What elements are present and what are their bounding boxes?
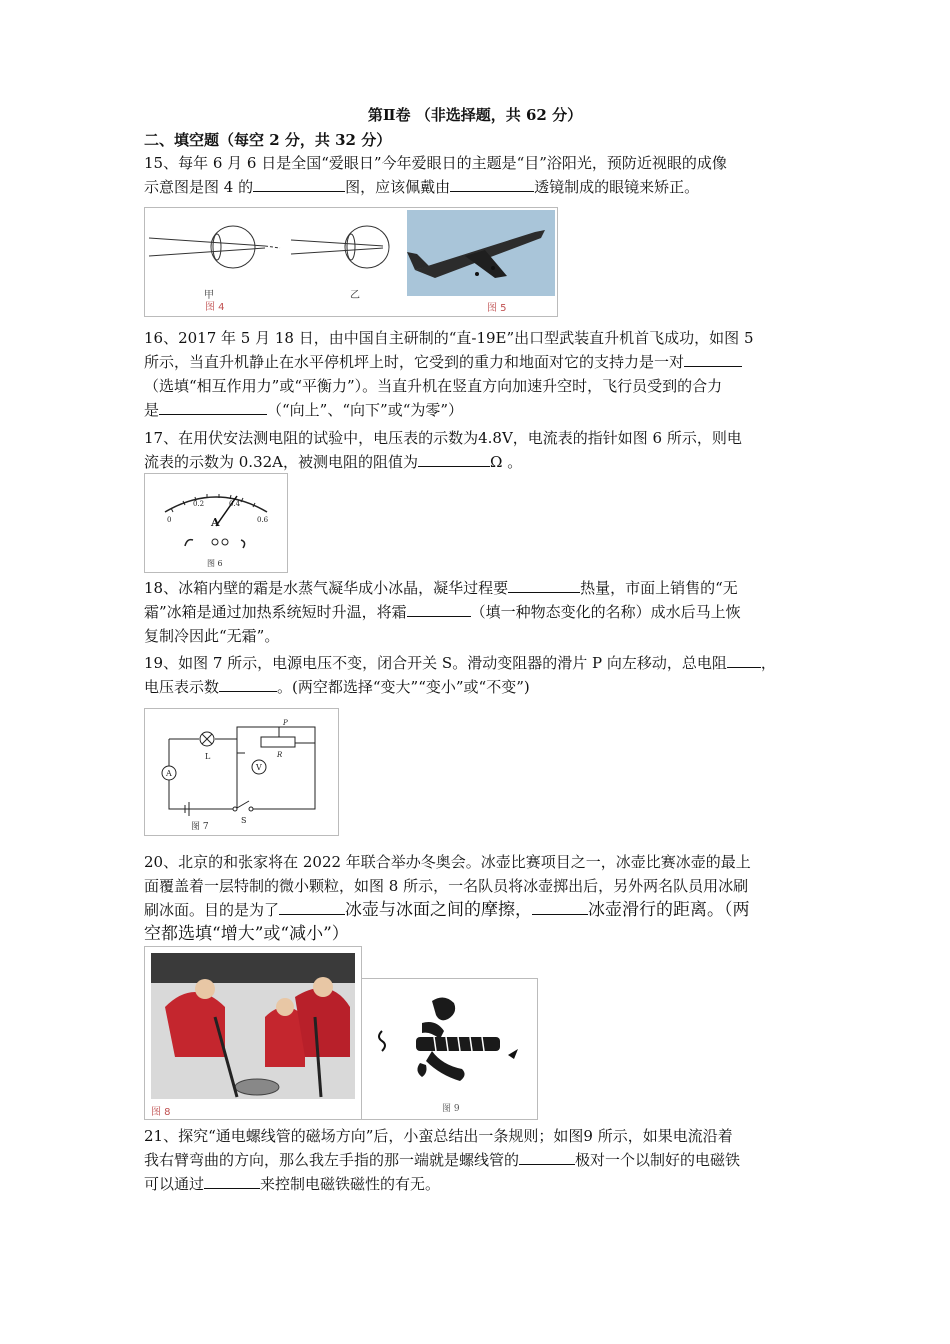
label-switch: S (241, 816, 247, 825)
question-19 (144, 651, 814, 699)
question-21 (144, 1124, 814, 1196)
answer-blank[interactable] (407, 600, 471, 617)
terminal-icon (212, 539, 218, 545)
q15-line2: 示意图是图 4 的 图，应该佩戴由 透镜制成的眼镜来矫正。 (144, 175, 814, 199)
arrow-icon (185, 540, 193, 546)
tick-label: 0.4 (229, 500, 241, 508)
caption-fig7: 图 7 (191, 822, 209, 832)
q21-line2: 我右臂弯曲的方向，那么我左手指的那一端就是螺线管的 极对一个以制好的电磁铁 (144, 1148, 814, 1172)
label-voltmeter: V (256, 763, 262, 772)
q17-line1: 17、在用伏安法测电阻的试验中，电压表的示数为4.8V，电流表的指针如图 6 所示，则电 (144, 429, 742, 447)
q16-line2: 所示，当直升机静止在水平停机坪上时，它受到的重力和地面对它的支持力是一对 (144, 350, 814, 374)
answer-blank[interactable] (532, 898, 588, 915)
rheostat-icon (261, 737, 295, 747)
label-jia: 甲 (204, 290, 214, 301)
q21-line3: 可以通过 来控制电磁铁磁性的有无。 (144, 1172, 814, 1196)
answer-blank[interactable] (727, 651, 761, 668)
answer-blank[interactable] (219, 675, 277, 692)
q19-line1: 19、如图 7 所示，电源电压不变，闭合开关 S。滑动变阻器的滑片 P 向左移动，总电阻 ， (144, 651, 814, 675)
switch-icon (237, 801, 249, 808)
answer-blank[interactable] (519, 1148, 575, 1165)
caption-fig9: 图 9 (442, 1104, 460, 1114)
q16-line1: 16、2017 年 5 月 18 日，由中国自主研制的“直-19E”出口型武装直升机首飞成功，如图 5 (144, 329, 754, 347)
figure-7-circuit (144, 708, 339, 836)
caption-fig4: 图 4 (205, 302, 225, 313)
caption-fig5: 图 5 (487, 303, 507, 314)
ammeter-scale-arc (165, 497, 267, 512)
q20-line3: 刷冰面。目的是为了 冰壶与冰面之间的摩擦， 冰壶滑行的距离。（两 (144, 900, 750, 920)
q18-line2: 霜”冰箱是通过加热系统短时升温，将霜 （填一种物态变化的名称）成水后马上恢 (144, 600, 814, 624)
question-20 (144, 850, 814, 946)
tick-label: 0.6 (257, 516, 269, 524)
q16-line3: （选填“相互作用力”或“平衡力”）。当直升机在竖直方向加速升空时，飞行员受到的合力 (144, 377, 723, 395)
arrow-icon (241, 540, 245, 548)
switch-terminal (233, 807, 237, 811)
switch-terminal (249, 807, 253, 811)
label-rheostat: R (277, 751, 283, 759)
answer-blank[interactable] (279, 898, 345, 915)
q20-line1: 20、北京的和张家将在 2022 年联合举办冬奥会。冰壶比赛项目之一，冰壶比赛冰壶的最上 (144, 853, 751, 871)
q18-line3: 复制冷因此“无霜”。 (144, 627, 280, 645)
current-arrow-icon (379, 1031, 385, 1051)
q18-line1: 18、冰箱内壁的霜是水蒸气凝华成小冰晶，凝华过程要 热量，市面上销售的“无 (144, 576, 814, 600)
answer-blank[interactable] (253, 175, 345, 192)
q20-line2: 面覆盖着一层特制的微小颗粒，如图 8 所示，一名队员将冰壶掷出后，另外两名队员用冰刷 (144, 877, 749, 895)
paper-title: 第Ⅱ卷 （非选择题，共 62 分） (367, 106, 583, 124)
q19-line2: 电压表示数 。(两空都选择“变大”“变小”或“不变”) (144, 675, 814, 699)
ammeter-unit: A (211, 516, 220, 529)
answer-blank[interactable] (204, 1172, 260, 1189)
figure-9-solenoid (361, 978, 538, 1120)
caption-fig6: 图 6 (207, 559, 223, 568)
terminal-icon (222, 539, 228, 545)
q16-line4: 是 （“向上”、“向下”或“为零”） (144, 398, 814, 422)
q21-line1: 21、探究“通电螺线管的磁场方向”后，小蛮总结出一条规则；如图9 所示，如果电流沿着 (144, 1127, 733, 1145)
current-arrow-icon (508, 1049, 518, 1059)
figure-8-curling (144, 946, 362, 1120)
question-18 (144, 576, 814, 648)
question-17 (144, 426, 814, 474)
label-lamp: L (205, 752, 211, 761)
q15-line1: 15、每年 6 月 6 日是全国“爱眼日”今年爱眼日的主题是“目”浴阳光，预防近视眼的成像 (144, 154, 727, 172)
label-slider: P (283, 719, 288, 727)
figure-6-ammeter (144, 473, 288, 573)
tick-label: 0.2 (193, 500, 205, 508)
label-ammeter: A (166, 769, 172, 778)
section-heading: 二、填空题（每空 2 分，共 32 分） (144, 131, 392, 149)
label-yi: 乙 (350, 290, 360, 301)
q17-line2: 流表的示数为 0.32A，被测电阻的阻值为 Ω 。 (144, 450, 814, 474)
answer-blank[interactable] (418, 450, 490, 467)
q20-line4: 空都选填“增大”或“减小”） (144, 924, 349, 944)
curling-stone (235, 1079, 279, 1095)
question-16 (144, 326, 814, 422)
caption-fig8: 图 8 (151, 1107, 171, 1118)
answer-blank[interactable] (450, 175, 534, 192)
question-15 (144, 151, 814, 199)
tick-label: 0 (167, 516, 172, 524)
figure-4-5 (144, 207, 558, 317)
eye-diagram-jia (149, 226, 280, 268)
eye-diagram-yi (291, 226, 389, 268)
answer-blank[interactable] (684, 350, 742, 367)
answer-blank[interactable] (159, 398, 267, 415)
answer-blank[interactable] (508, 576, 580, 593)
